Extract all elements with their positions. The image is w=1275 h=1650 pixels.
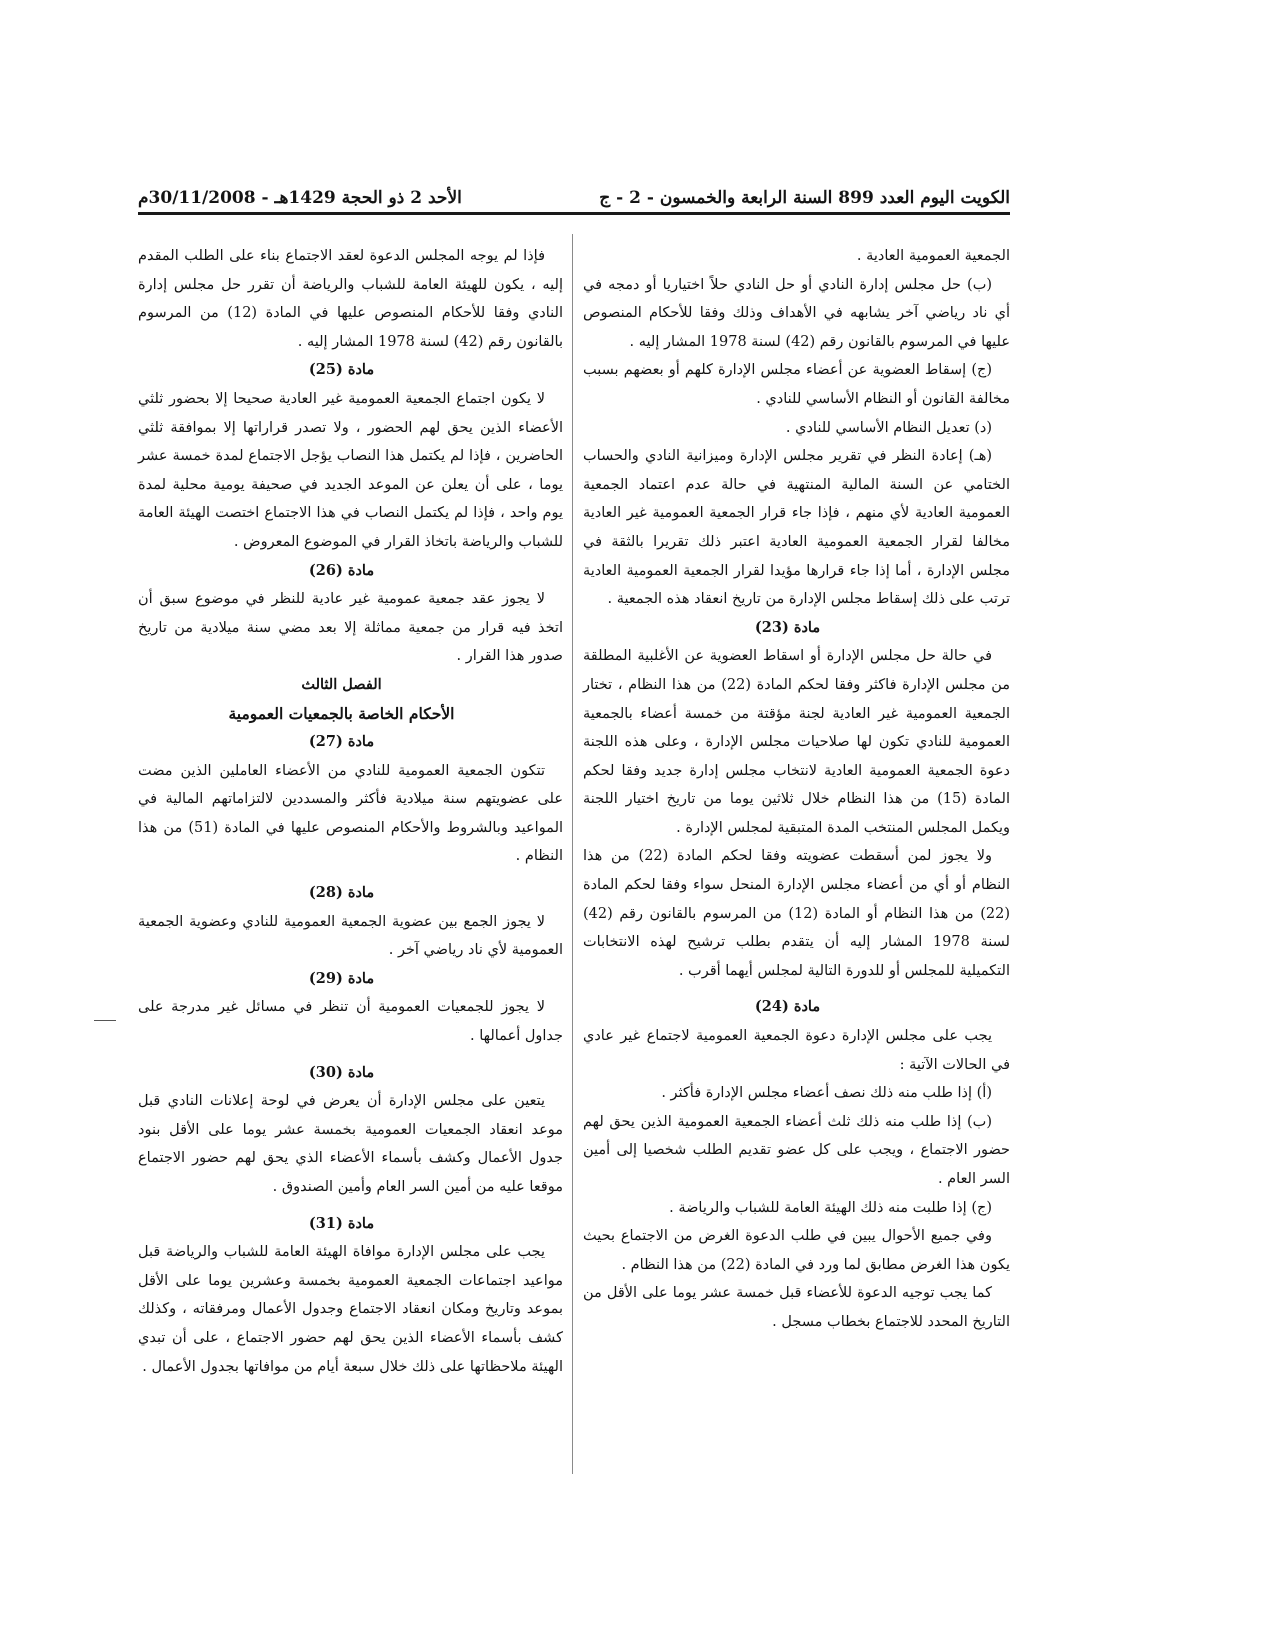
article-heading: مادة (28) (308, 884, 375, 902)
article-heading: مادة (29) (308, 969, 375, 987)
paragraph: يجب على مجلس الإدارة دعوة الجمعية العمومية لاجتماع غير عادي في الحالات الآتية : (583, 1028, 1010, 1073)
paragraph: لا يجوز عقد جمعية عمومية غير عادية للنظر في موضوع سبق أن اتخذ فيه قرار من جمعية مماثلة إلا بعد مضي سنة ميلادية من تاريخ صدور هذا القرار . (138, 591, 563, 665)
spacer (583, 985, 1010, 993)
paragraph: لا يجوز الجمع بين عضوية الجمعية العمومية للنادي وعضوية الجمعية العمومية لأي ناد رياضي آخر . (138, 913, 563, 959)
article-heading: مادة (26) (308, 561, 375, 579)
paragraph: لا يكون اجتماع الجمعية العمومية غير العادية صحيحا إلا بحضور ثلثي الأعضاء الذين يحق لهم الحضور ، ولا تصدر قراراتها إلا بموافقة ثلثي الحاضرين ، فإذا لم يكتمل هذا النصاب يؤجل الاجتماع لمدة خمسة عشر يوما ، على أن يعلن عن الموعد الجديد في صحيفة يومية محلية لمدة يوم واحد ، فإذا لم يكتمل النصاب في هذا الاجتماع اختصت الهيئة العامة للشباب والرياضة باتخاذ القرار في الموضوع المعروض . (138, 390, 563, 550)
paragraph: (ج) إذا طلبت منه ذلك الهيئة العامة للشباب والرياضة . (669, 1199, 992, 1216)
header-issue-info: الكويت اليوم العدد 899 السنة الرابعة والخمسون - 2 - ج (599, 188, 1010, 208)
article-heading: مادة (25) (308, 361, 375, 379)
article-heading: الفصل الثالث (301, 675, 382, 693)
paragraph: (ج) إسقاط العضوية عن أعضاء مجلس الإدارة كلهم أو بعضهم بسبب مخالفة القانون أو النظام الأساسي للنادي . (583, 362, 1010, 407)
paragraph: لا يجوز للجمعيات العمومية أن تنظر في مسائل غير مدرجة على جداول أعمالها . (138, 999, 563, 1045)
paragraph: (أ) إذا طلب منه ذلك نصف أعضاء مجلس الإدارة فأكثر . (661, 1085, 992, 1102)
paragraph: يتعين على مجلس الإدارة أن يعرض في لوحة إعلانات النادي قبل موعد انعقاد الجمعيات العمومية بخمسة عشر يوما على الأقل بنود جدول الأعمال وكشف بأسماء الأعضاء الذي يحق لهم حضور الاجتماع موقعا عليه من أمين السر العام وأمين الصندوق . (138, 1093, 563, 1195)
article-heading: مادة (27) (308, 733, 375, 751)
paragraph: (ب) حل مجلس إدارة النادي أو حل النادي حلاً اختياريا أو دمجه في أي ناد رياضي آخر يشابهه في الأهداف وذلك وفقا للأحكام المنصوص عليها في المرسوم بالقانون رقم (42) لسنة 1978 المشار إليه . (583, 276, 1010, 350)
header-date: الأحد 2 ذو الحجة 1429هـ - 30/11/2008م (138, 188, 462, 208)
page-header (138, 178, 1010, 215)
paragraph: كما يجب توجيه الدعوة للأعضاء قبل خمسة عشر يوما على الأقل من التاريخ المحدد للاجتماع بخطاب مسجل . (583, 1285, 1010, 1330)
paragraph: تتكون الجمعية العمومية للنادي من الأعضاء العاملين الذين مضت على عضويتهم سنة ميلادية فأكثر والمسددين لالتزاماتهم المالية في المواعيد وبالشروط والأحكام المنصوص عليها في المادة (51) من هذا النظام . (138, 762, 564, 865)
paragraph: ولا يجوز لمن أسقطت عضويته وفقا لحكم المادة (22) من هذا النظام أو أي من أعضاء مجلس الإدارة المنحل سواء وفقا لحكم المادة (22) من هذا النظام أو المادة (12) من المرسوم بالقانون رقم (42) لسنة 1978 المشار إليه أن يتقدم بطلب ترشيح لهذه الانتخابات التكميلية للمجلس أو للدورة التالية لمجلس أيهما أقرب . (583, 848, 1010, 979)
margin-mark (94, 1020, 116, 1021)
column-divider (572, 234, 573, 1474)
right-column (583, 242, 1010, 1337)
article-heading: مادة (30) (308, 1063, 375, 1081)
spacer (138, 1051, 563, 1059)
article-heading: مادة (24) (754, 998, 821, 1016)
paragraph: (ب) إذا طلب منه ذلك ثلث أعضاء الجمعية العمومية الذين يحق لهم حضور الاجتماع ، ويجب على كل عضو تقديم الطلب شخصيا إلى أمين السر العام . (583, 1113, 1010, 1187)
paragraph: فإذا لم يوجه المجلس الدعوة لعقد الاجتماع بناء على الطلب المقدم إليه ، يكون للهيئة العامة للشباب والرياضة أن تقرر حل مجلس إدارة النادي وفقا للأحكام المنصوص عليها في المادة (12) من المرسوم بالقانون رقم (42) لسنة 1978 المشار إليه . (138, 248, 563, 350)
article-heading: الأحكام الخاصة بالجمعيات العمومية (228, 703, 455, 723)
article-heading: مادة (23) (754, 618, 821, 636)
paragraph: في حالة حل مجلس الإدارة أو اسقاط العضوية عن الأغلبية المطلقة من مجلس الإدارة فاكثر وفقا لحكم المادة (22) من هذا النظام ، تختار الجمعية العمومية غير العادية لجنة مؤقتة من خمسة أعضاء بالجمعية العمومية للنادي تكون لها صلاحيات مجلس الإدارة ، وعلى هذه اللجنة دعوة الجمعية العمومية العادية لانتخاب مجلس إدارة جديد وفقا لحكم المادة (15) من هذا النظام خلال ثلاثين يوما من تاريخ اختيار اللجنة ويكمل المجلس المنتخب المدة المتبقية لمجلس الإدارة . (583, 648, 1010, 836)
paragraph: (هـ) إعادة النظر في تقرير مجلس الإدارة وميزانية النادي والحساب الختامي عن السنة المالية المنتهية في حالة عدم اعتماد الجمعية العمومية العادية لأي منهم ، فإذا جاء قرار الجمعية العمومية غير العادية مخالفا لقرار الجمعية العمومية العادية اعتبر ذلك تقريرا بالثقة في مجلس الإدارة ، أما إذا جاء قرارها مؤيدا لقرار الجمعية العمومية العادية ترتب على ذلك إسقاط مجلس الإدارة من تاريخ انعقاد هذه الجمعية . (583, 448, 1010, 608)
spacer (138, 871, 563, 879)
paragraph: الجمعية العمومية العادية . (856, 248, 1010, 264)
spacer (138, 1202, 563, 1210)
paragraph: (د) تعديل النظام الأساسي للنادي . (785, 419, 992, 436)
article-heading: مادة (31) (308, 1214, 375, 1232)
left-column (138, 242, 563, 1381)
paragraph: وفي جميع الأحوال يبين في طلب الدعوة الغرض من الاجتماع بحيث يكون هذا الغرض مطابق لما ورد في المادة (22) من هذا النظام . (583, 1228, 1010, 1273)
paragraph: يجب على مجلس الإدارة موافاة الهيئة العامة للشباب والرياضة قبل مواعيد اجتماعات الجمعية العمومية بخمسة وعشرين يوما على الأقل بموعد وتاريخ ومكان انعقاد الاجتماع وجدول الأعمال ومرفقاته ، وكذلك كشف بأسماء الأعضاء الذين يحق لهم حضور الاجتماع ، على أن تبدي الهيئة ملاحظاتها على ذلك خلال سبعة أيام من موافاتها بجدول الأعمال . (138, 1244, 563, 1375)
